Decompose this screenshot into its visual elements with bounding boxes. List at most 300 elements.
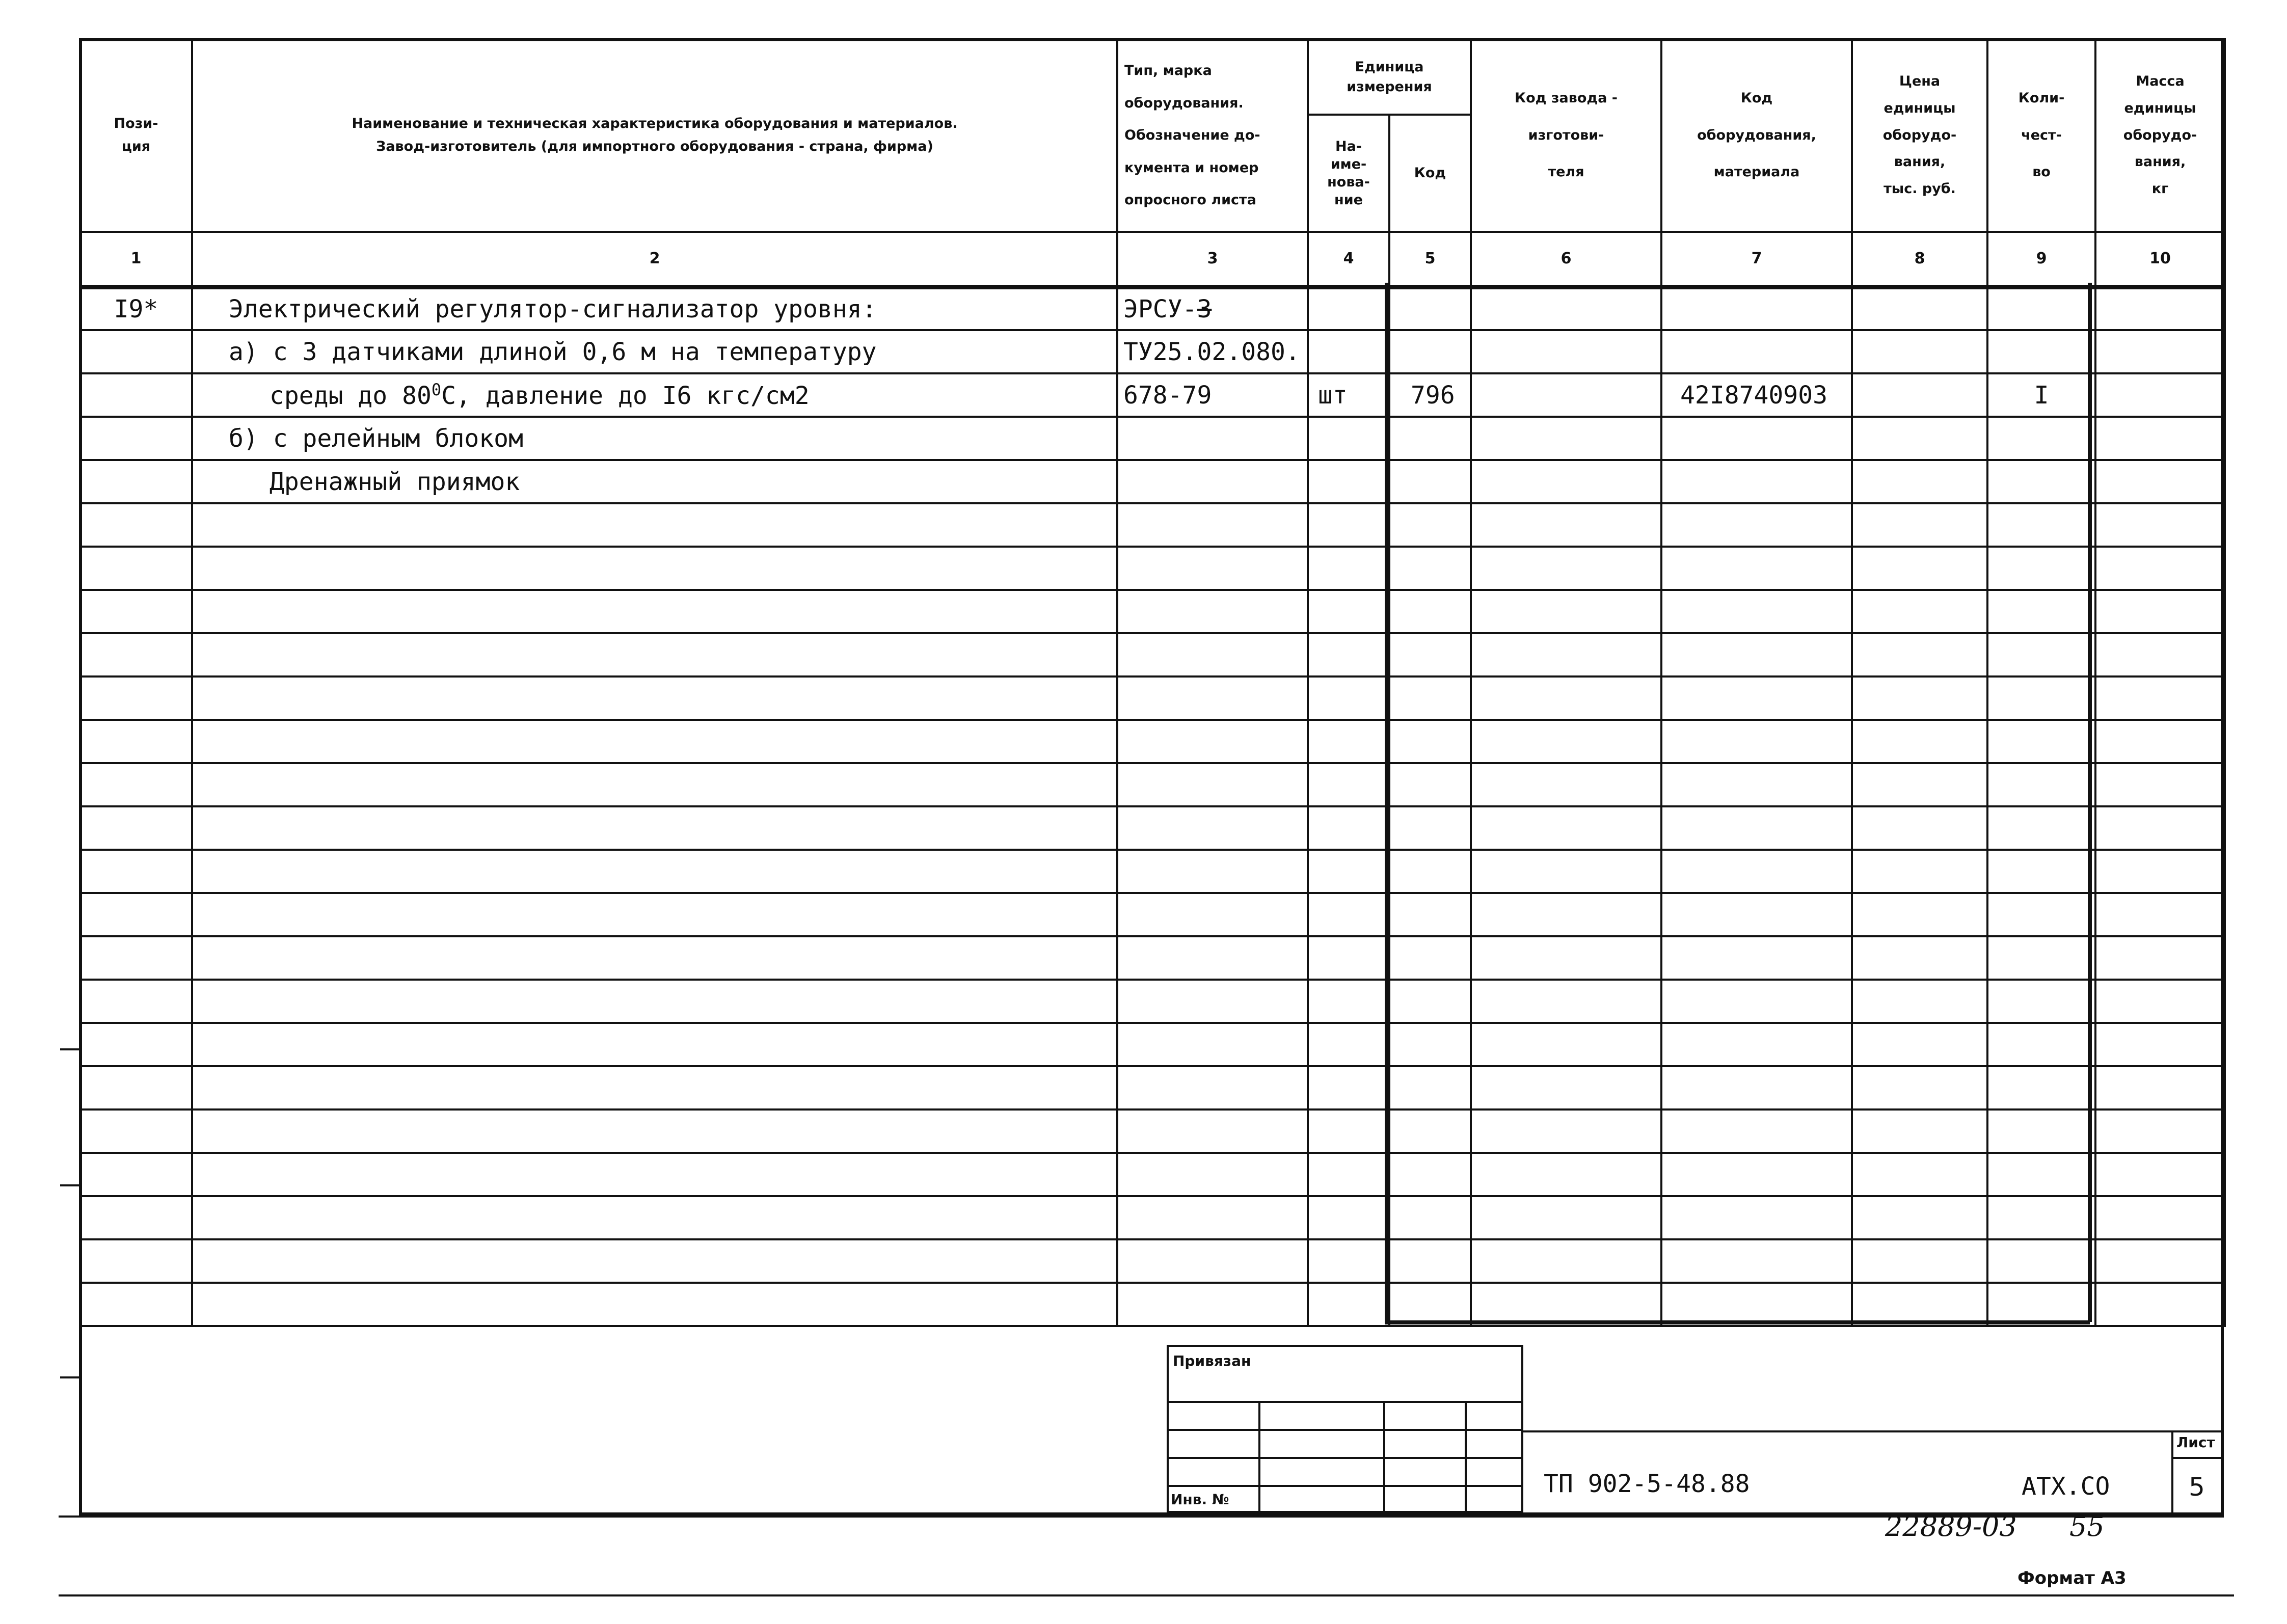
empty-cell — [1389, 547, 1471, 590]
empty-cell — [1852, 1153, 1987, 1196]
empty-cell — [1471, 980, 1661, 1023]
empty-cell — [2095, 547, 2225, 590]
empty-cell — [1987, 893, 2095, 936]
empty-cell — [1117, 1109, 1308, 1153]
header-name-line2: Завод-изготовитель (для импортного оборудования - страна, фирма) — [376, 139, 933, 154]
empty-cell — [2095, 1239, 2225, 1283]
empty-cell — [1117, 850, 1308, 893]
row-name: б) с релейным блоком — [192, 417, 1117, 460]
row-type: ТУ25.02.080. — [1117, 330, 1308, 373]
empty-cell — [2095, 1109, 2225, 1153]
row-mass — [2095, 330, 2225, 373]
sheet-number: 5 — [2189, 1472, 2205, 1502]
empty-cell — [1308, 503, 1389, 547]
empty-row — [80, 1153, 2225, 1196]
row-equipment-code — [1661, 460, 1852, 503]
row-type-struck: 3 — [1197, 294, 1212, 323]
empty-cell — [1987, 1239, 2095, 1283]
empty-cell — [1117, 1283, 1308, 1326]
row-price — [1852, 460, 1987, 503]
row-name: а) с 3 датчиками длиной 0,6 м на температуру — [192, 330, 1117, 373]
empty-cell — [1117, 1153, 1308, 1196]
empty-cell — [1661, 1066, 1852, 1109]
row-unit: шт — [1308, 373, 1389, 417]
row-position — [80, 330, 192, 373]
empty-cell — [1117, 1066, 1308, 1109]
empty-cell — [1308, 1283, 1389, 1326]
row-mass — [2095, 460, 2225, 503]
archive-number: 22889-03 — [1885, 1510, 2017, 1542]
row-price — [1852, 417, 1987, 460]
empty-cell — [1117, 763, 1308, 806]
header-unit-name: На- име- нова- ние — [1308, 115, 1389, 232]
empty-cell — [1852, 547, 1987, 590]
empty-cell — [1471, 763, 1661, 806]
empty-cell — [1471, 720, 1661, 763]
stamp-line — [1167, 1401, 1523, 1403]
blank-rows — [80, 503, 2225, 1326]
empty-cell — [1661, 1153, 1852, 1196]
row-plant-code — [1471, 373, 1661, 417]
empty-cell — [192, 936, 1117, 980]
empty-cell — [2095, 850, 2225, 893]
empty-cell — [1308, 1109, 1389, 1153]
empty-cell — [1117, 1196, 1308, 1239]
header-type: Тип, марка оборудования. Обозначение до- кумента и номер опросного листа — [1117, 39, 1308, 232]
format-label: Формат А3 — [2017, 1568, 2127, 1588]
empty-row — [80, 1023, 2225, 1066]
empty-cell — [80, 806, 192, 850]
row-plant-code — [1471, 460, 1661, 503]
empty-cell — [1471, 676, 1661, 720]
empty-cell — [80, 980, 192, 1023]
empty-cell — [1987, 1023, 2095, 1066]
row-quantity — [1987, 287, 2095, 330]
empty-cell — [1852, 1023, 1987, 1066]
header-price: Цена единицы оборудо- вания, тыс. руб. — [1852, 39, 1987, 232]
table-row — [80, 417, 2225, 460]
margin-tick — [60, 1184, 80, 1186]
empty-row — [80, 936, 2225, 980]
empty-row — [80, 1109, 2225, 1153]
row-unit — [1308, 460, 1389, 503]
row-unit — [1308, 417, 1389, 460]
empty-cell — [2095, 1196, 2225, 1239]
header-equipment-code: Код оборудования, материала — [1661, 39, 1852, 232]
empty-cell — [1661, 590, 1852, 633]
empty-cell — [1117, 1023, 1308, 1066]
archive-page: 55 — [2069, 1510, 2105, 1542]
empty-cell — [1308, 1239, 1389, 1283]
column-number: 8 — [1852, 232, 1987, 287]
empty-cell — [192, 1023, 1117, 1066]
empty-cell — [80, 1153, 192, 1196]
empty-cell — [1389, 1023, 1471, 1066]
empty-cell — [1471, 1109, 1661, 1153]
empty-cell — [1389, 936, 1471, 980]
empty-cell — [1308, 1153, 1389, 1196]
row-unit — [1308, 330, 1389, 373]
empty-cell — [80, 547, 192, 590]
empty-cell — [1117, 590, 1308, 633]
table-row — [80, 373, 2225, 417]
empty-cell — [1117, 503, 1308, 547]
empty-cell — [1389, 1153, 1471, 1196]
empty-cell — [1987, 676, 2095, 720]
empty-cell — [80, 590, 192, 633]
empty-cell — [1471, 1066, 1661, 1109]
footer-rule — [59, 1594, 2234, 1596]
empty-row — [80, 590, 2225, 633]
empty-cell — [1308, 590, 1389, 633]
empty-cell — [1852, 763, 1987, 806]
empty-cell — [80, 1283, 192, 1326]
empty-cell — [80, 1109, 192, 1153]
empty-cell — [1389, 720, 1471, 763]
row-type: 678-79 — [1117, 373, 1308, 417]
empty-cell — [2095, 763, 2225, 806]
row-mass — [2095, 287, 2225, 330]
stamp-line — [1167, 1457, 1523, 1459]
empty-cell — [192, 763, 1117, 806]
empty-cell — [1987, 936, 2095, 980]
empty-cell — [1661, 980, 1852, 1023]
row-plant-code — [1471, 287, 1661, 330]
empty-cell — [1852, 590, 1987, 633]
empty-cell — [80, 720, 192, 763]
column-number: 6 — [1471, 232, 1661, 287]
empty-cell — [1661, 936, 1852, 980]
empty-row — [80, 806, 2225, 850]
header-plant-code: Код завода - изготови- теля — [1471, 39, 1661, 232]
empty-cell — [2095, 503, 2225, 547]
row-plant-code — [1471, 330, 1661, 373]
row-position — [80, 373, 192, 417]
empty-cell — [2095, 1066, 2225, 1109]
empty-cell — [1661, 1023, 1852, 1066]
table-row — [80, 287, 2225, 330]
empty-cell — [1852, 893, 1987, 936]
row-name-pre: среды до 80 — [270, 382, 432, 410]
empty-row — [80, 763, 2225, 806]
empty-cell — [1389, 893, 1471, 936]
header-name — [192, 39, 1117, 232]
empty-cell — [192, 1283, 1117, 1326]
empty-cell — [1117, 1239, 1308, 1283]
empty-cell — [1852, 720, 1987, 763]
empty-cell — [192, 633, 1117, 676]
inventory-label: Инв. № — [1171, 1491, 1229, 1508]
header-unit-group: Единица измерения — [1308, 39, 1471, 115]
document-mark: АТХ.СО — [2022, 1472, 2110, 1501]
empty-cell — [1117, 893, 1308, 936]
empty-cell — [1308, 720, 1389, 763]
empty-cell — [1308, 547, 1389, 590]
empty-cell — [192, 806, 1117, 850]
empty-cell — [1987, 1153, 2095, 1196]
row-type — [1117, 460, 1308, 503]
row-mass — [2095, 417, 2225, 460]
row-position: I9* — [80, 287, 192, 330]
empty-cell — [192, 1066, 1117, 1109]
empty-cell — [1852, 1066, 1987, 1109]
row-type-text: ЭРСУ- — [1123, 294, 1197, 323]
empty-cell — [2095, 633, 2225, 676]
empty-cell — [1389, 1239, 1471, 1283]
empty-cell — [1389, 1283, 1471, 1326]
column-number: 4 — [1308, 232, 1389, 287]
empty-cell — [1987, 1283, 2095, 1326]
empty-cell — [1852, 633, 1987, 676]
empty-cell — [1471, 1239, 1661, 1283]
empty-cell — [1389, 1066, 1471, 1109]
empty-cell — [1308, 980, 1389, 1023]
empty-cell — [1661, 1109, 1852, 1153]
empty-row — [80, 720, 2225, 763]
empty-cell — [80, 633, 192, 676]
empty-cell — [1852, 980, 1987, 1023]
empty-cell — [1471, 936, 1661, 980]
empty-row — [80, 980, 2225, 1023]
row-quantity — [1987, 330, 2095, 373]
empty-cell — [1308, 1196, 1389, 1239]
empty-row — [80, 633, 2225, 676]
row-name: Дренажный приямок — [192, 460, 1117, 503]
empty-cell — [1389, 850, 1471, 893]
table-row — [80, 330, 2225, 373]
row-position — [80, 417, 192, 460]
empty-cell — [1661, 676, 1852, 720]
empty-cell — [2095, 1153, 2225, 1196]
empty-cell — [1308, 676, 1389, 720]
empty-cell — [1661, 893, 1852, 936]
empty-cell — [1308, 763, 1389, 806]
empty-row — [80, 1196, 2225, 1239]
empty-row — [80, 1283, 2225, 1326]
empty-cell — [192, 1239, 1117, 1283]
stamp-line — [1383, 1401, 1385, 1513]
empty-cell — [1852, 1196, 1987, 1239]
empty-cell — [1852, 850, 1987, 893]
stamp-line — [1465, 1401, 1467, 1513]
empty-cell — [1389, 503, 1471, 547]
empty-cell — [2095, 676, 2225, 720]
row-equipment-code — [1661, 287, 1852, 330]
empty-cell — [2095, 1023, 2225, 1066]
header-quantity: Коли- чест- во — [1987, 39, 2095, 232]
empty-cell — [1987, 590, 2095, 633]
empty-cell — [1117, 806, 1308, 850]
row-name — [192, 373, 1117, 417]
row-position — [80, 460, 192, 503]
empty-cell — [1389, 806, 1471, 850]
empty-cell — [1852, 1283, 1987, 1326]
empty-cell — [192, 1153, 1117, 1196]
empty-cell — [1308, 806, 1389, 850]
column-number: 3 — [1117, 232, 1308, 287]
empty-cell — [192, 503, 1117, 547]
column-number: 7 — [1661, 232, 1852, 287]
empty-cell — [1987, 763, 2095, 806]
row-name: Электрический регулятор-сигнализатор уровня: — [192, 287, 1117, 330]
header-position: Пози- ция — [80, 39, 192, 232]
linked-label: Привязан — [1173, 1352, 1251, 1369]
row-equipment-code: 42I8740903 — [1661, 373, 1852, 417]
empty-cell — [1987, 1109, 2095, 1153]
empty-cell — [192, 590, 1117, 633]
empty-cell — [80, 850, 192, 893]
empty-cell — [1987, 980, 2095, 1023]
empty-cell — [1661, 1196, 1852, 1239]
empty-cell — [1852, 806, 1987, 850]
empty-cell — [1117, 633, 1308, 676]
empty-cell — [80, 763, 192, 806]
empty-cell — [1661, 547, 1852, 590]
empty-cell — [1471, 590, 1661, 633]
column-number: 2 — [192, 232, 1117, 287]
row-name-post: С, давление до I6 кгс/см2 — [441, 382, 810, 410]
empty-cell — [1117, 936, 1308, 980]
empty-cell — [80, 1023, 192, 1066]
empty-cell — [1308, 1066, 1389, 1109]
empty-cell — [192, 1109, 1117, 1153]
empty-cell — [192, 676, 1117, 720]
stamp-line — [1258, 1401, 1260, 1513]
empty-cell — [1987, 1196, 2095, 1239]
empty-cell — [1308, 936, 1389, 980]
empty-cell — [80, 893, 192, 936]
empty-cell — [1987, 806, 2095, 850]
empty-cell — [192, 547, 1117, 590]
margin-tick — [60, 1376, 80, 1378]
empty-cell — [80, 503, 192, 547]
title-block-line — [1523, 1430, 2224, 1432]
empty-cell — [1987, 633, 2095, 676]
sheet-label: Лист — [2176, 1434, 2215, 1451]
empty-row — [80, 850, 2225, 893]
empty-cell — [1308, 1023, 1389, 1066]
empty-cell — [1661, 633, 1852, 676]
empty-row — [80, 547, 2225, 590]
row-price — [1852, 287, 1987, 330]
empty-row — [80, 676, 2225, 720]
column-number: 9 — [1987, 232, 2095, 287]
empty-cell — [192, 850, 1117, 893]
empty-cell — [1852, 503, 1987, 547]
empty-cell — [1852, 676, 1987, 720]
empty-cell — [1471, 633, 1661, 676]
margin-tick — [60, 1048, 80, 1050]
row-mass — [2095, 373, 2225, 417]
thick-divider — [1385, 1320, 2090, 1324]
row-unit-code — [1389, 287, 1471, 330]
row-quantity: I — [1987, 373, 2095, 417]
empty-cell — [1987, 503, 2095, 547]
table-row — [80, 460, 2225, 503]
row-unit-code — [1389, 417, 1471, 460]
row-unit-code — [1389, 460, 1471, 503]
empty-cell — [80, 676, 192, 720]
row-unit-code: 796 — [1389, 373, 1471, 417]
empty-cell — [2095, 936, 2225, 980]
empty-cell — [80, 936, 192, 980]
empty-cell — [1987, 850, 2095, 893]
empty-row — [80, 503, 2225, 547]
row-name-degree: 0 — [431, 380, 442, 399]
row-unit-code — [1389, 330, 1471, 373]
thick-divider — [2088, 283, 2092, 1322]
empty-cell — [1389, 980, 1471, 1023]
empty-cell — [2095, 980, 2225, 1023]
empty-cell — [80, 1066, 192, 1109]
row-quantity — [1987, 460, 2095, 503]
empty-cell — [1389, 676, 1471, 720]
empty-cell — [2095, 590, 2225, 633]
row-price — [1852, 373, 1987, 417]
empty-cell — [192, 893, 1117, 936]
empty-cell — [1471, 1283, 1661, 1326]
title-block-line — [2171, 1457, 2224, 1459]
empty-cell — [1389, 1196, 1471, 1239]
column-number: 10 — [2095, 232, 2225, 287]
empty-cell — [1389, 1109, 1471, 1153]
empty-cell — [1117, 547, 1308, 590]
empty-cell — [1471, 547, 1661, 590]
empty-cell — [1852, 936, 1987, 980]
empty-cell — [1471, 893, 1661, 936]
column-number: 1 — [80, 232, 192, 287]
empty-cell — [1987, 1066, 2095, 1109]
empty-cell — [1389, 763, 1471, 806]
row-equipment-code — [1661, 330, 1852, 373]
empty-cell — [1117, 676, 1308, 720]
empty-cell — [192, 980, 1117, 1023]
empty-cell — [2095, 720, 2225, 763]
empty-cell — [1308, 893, 1389, 936]
row-quantity — [1987, 417, 2095, 460]
empty-cell — [1308, 850, 1389, 893]
empty-cell — [1471, 1153, 1661, 1196]
empty-cell — [192, 720, 1117, 763]
empty-cell — [1117, 980, 1308, 1023]
empty-cell — [1471, 1196, 1661, 1239]
empty-cell — [192, 1196, 1117, 1239]
row-unit — [1308, 287, 1389, 330]
title-block-line — [2171, 1430, 2173, 1515]
empty-cell — [1471, 503, 1661, 547]
thick-divider — [1385, 283, 1389, 1322]
row-plant-code — [1471, 417, 1661, 460]
specification-table — [79, 38, 2226, 1327]
document-code: ТП 902-5-48.88 — [1544, 1470, 1750, 1498]
header-mass: Масса единицы оборудо- вания, кг — [2095, 39, 2225, 232]
empty-row — [80, 1066, 2225, 1109]
empty-cell — [1987, 720, 2095, 763]
empty-cell — [1661, 763, 1852, 806]
column-number-row — [80, 232, 2225, 287]
empty-cell — [2095, 1283, 2225, 1326]
empty-cell — [1471, 806, 1661, 850]
empty-cell — [1852, 1109, 1987, 1153]
empty-cell — [1661, 806, 1852, 850]
empty-cell — [1852, 1239, 1987, 1283]
empty-row — [80, 1239, 2225, 1283]
row-equipment-code — [1661, 417, 1852, 460]
empty-row — [80, 893, 2225, 936]
empty-cell — [2095, 806, 2225, 850]
empty-cell — [2095, 893, 2225, 936]
row-type — [1117, 417, 1308, 460]
